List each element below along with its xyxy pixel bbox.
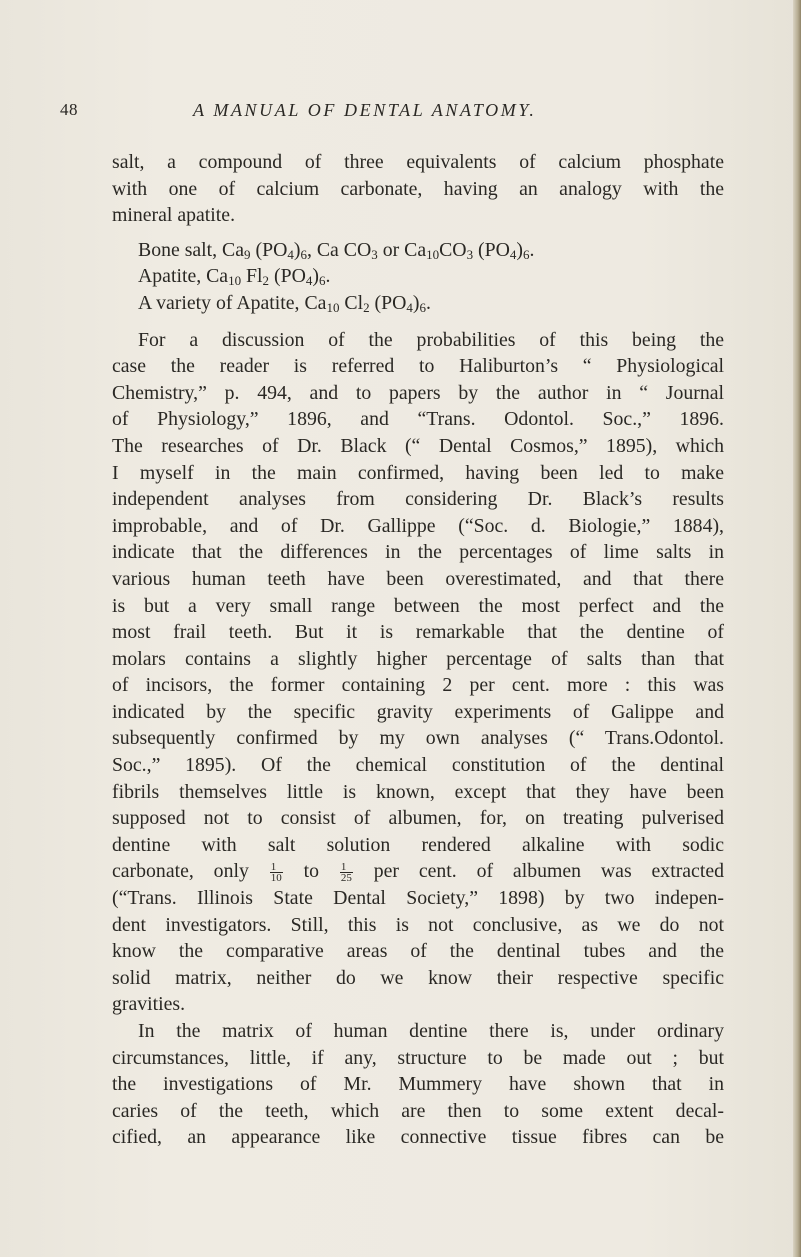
page-header	[60, 98, 720, 130]
page-edge-shadow	[793, 0, 801, 1257]
text-line: of incisors, the former containing 2 per cent. more : this was	[112, 674, 724, 697]
page-number: 48	[60, 100, 78, 119]
text-line: dent investigators. Still, this is not conclusive, as we do not	[112, 913, 724, 936]
text-line: In the matrix of human dentine there is, under ordinary	[138, 1020, 724, 1042]
text-line: the investigations of Mr. Mummery have shown that in	[112, 1073, 724, 1096]
text-line: various human teeth have been overestimated, and that there	[112, 567, 724, 590]
formula-apatite: Apatite, $Ca_{10}$ $Fl_2$ $(PO_4)_6$.	[138, 265, 331, 289]
text-line: solid matrix, neither do we know their respective specific	[112, 966, 724, 989]
fraction-one-twentyfifth: $\frac{1}{25}$	[340, 861, 352, 885]
formula-bone-salt: Bone salt, $Ca_9$ $(PO_4)_6$, Ca $CO_3$ or $Ca_{10}CO_3$ $(PO_4)_6$.	[138, 238, 535, 262]
text-line: caries of the teeth, which are then to some extent decal-	[112, 1099, 724, 1122]
text-line: supposed not to consist of albumen, for, on treating pulverised	[112, 807, 724, 830]
text-line: subsequently confirmed by my own analyses (“ Trans.Odontol.	[112, 727, 724, 750]
text-line: For a discussion of the probabilities of this being the	[138, 328, 724, 351]
text-line: mineral apatite.	[112, 204, 236, 227]
text-line: Chemistry,” p. 494, and to papers by the author in “ Journal	[112, 381, 724, 404]
text-line: gravities.	[112, 993, 186, 1016]
text-line-fractions: carbonate, only $\frac{1}{10}$ to $\frac{1}{25}$ per cent. of albumen was extracted	[112, 860, 725, 885]
text-line: independent analyses from considering Dr. Black’s results	[112, 488, 724, 511]
text-line: case the reader is referred to Haliburton’s “ Physiological	[112, 355, 724, 378]
text-line: salt, a compound of three equivalents of calcium phosphate	[112, 151, 724, 173]
text-line: indicate that the differences in the percentages of lime salts in	[112, 541, 724, 564]
text-line: The researches of Dr. Black (“ Dental Cosmos,” 1895), which	[112, 434, 724, 457]
running-head: A MANUAL OF DENTAL ANATOMY.	[193, 100, 537, 120]
text-line: fibrils themselves little is known, except that they have been	[112, 780, 724, 803]
text-line: cified, an appearance like connective tissue fibres can be	[112, 1126, 724, 1149]
fraction-one-tenth: $\frac{1}{10}$	[270, 861, 282, 885]
text-line: circumstances, little, if any, structure to be made out ; but	[112, 1046, 724, 1069]
text-line: indicated by the specific gravity experiments of Galippe and	[112, 700, 724, 723]
text-line: is but a very small range between the most perfect and the	[112, 594, 724, 617]
text-line: most frail teeth. But it is remarkable that the dentine of	[112, 621, 724, 644]
text-line: I myself in the main confirmed, having been led to make	[112, 461, 724, 484]
text-line: know the comparative areas of the dentinal tubes and the	[112, 940, 724, 963]
text-line: of Physiology,” 1896, and “Trans. Odontol. Soc.,” 1896.	[112, 408, 724, 431]
text-line: molars contains a slightly higher percentage of salts than that	[112, 647, 724, 670]
text-line: with one of calcium carbonate, having an analogy with the	[112, 177, 724, 200]
body-text	[112, 149, 724, 1151]
text-line: dentine with salt solution rendered alkaline with sodic	[112, 833, 724, 856]
formula-apatite-variety: A variety of Apatite, $Ca_{10}$ $Cl_2$ $(PO_4)_6$.	[138, 291, 431, 315]
text-line: improbable, and of Dr. Gallippe (“Soc. d. Biologie,” 1884),	[112, 514, 724, 537]
text-line: Soc.,” 1895). Of the chemical constitution of the dentinal	[112, 754, 724, 777]
text-line: (“Trans. Illinois State Dental Society,” 1898) by two indepen-	[112, 887, 724, 910]
